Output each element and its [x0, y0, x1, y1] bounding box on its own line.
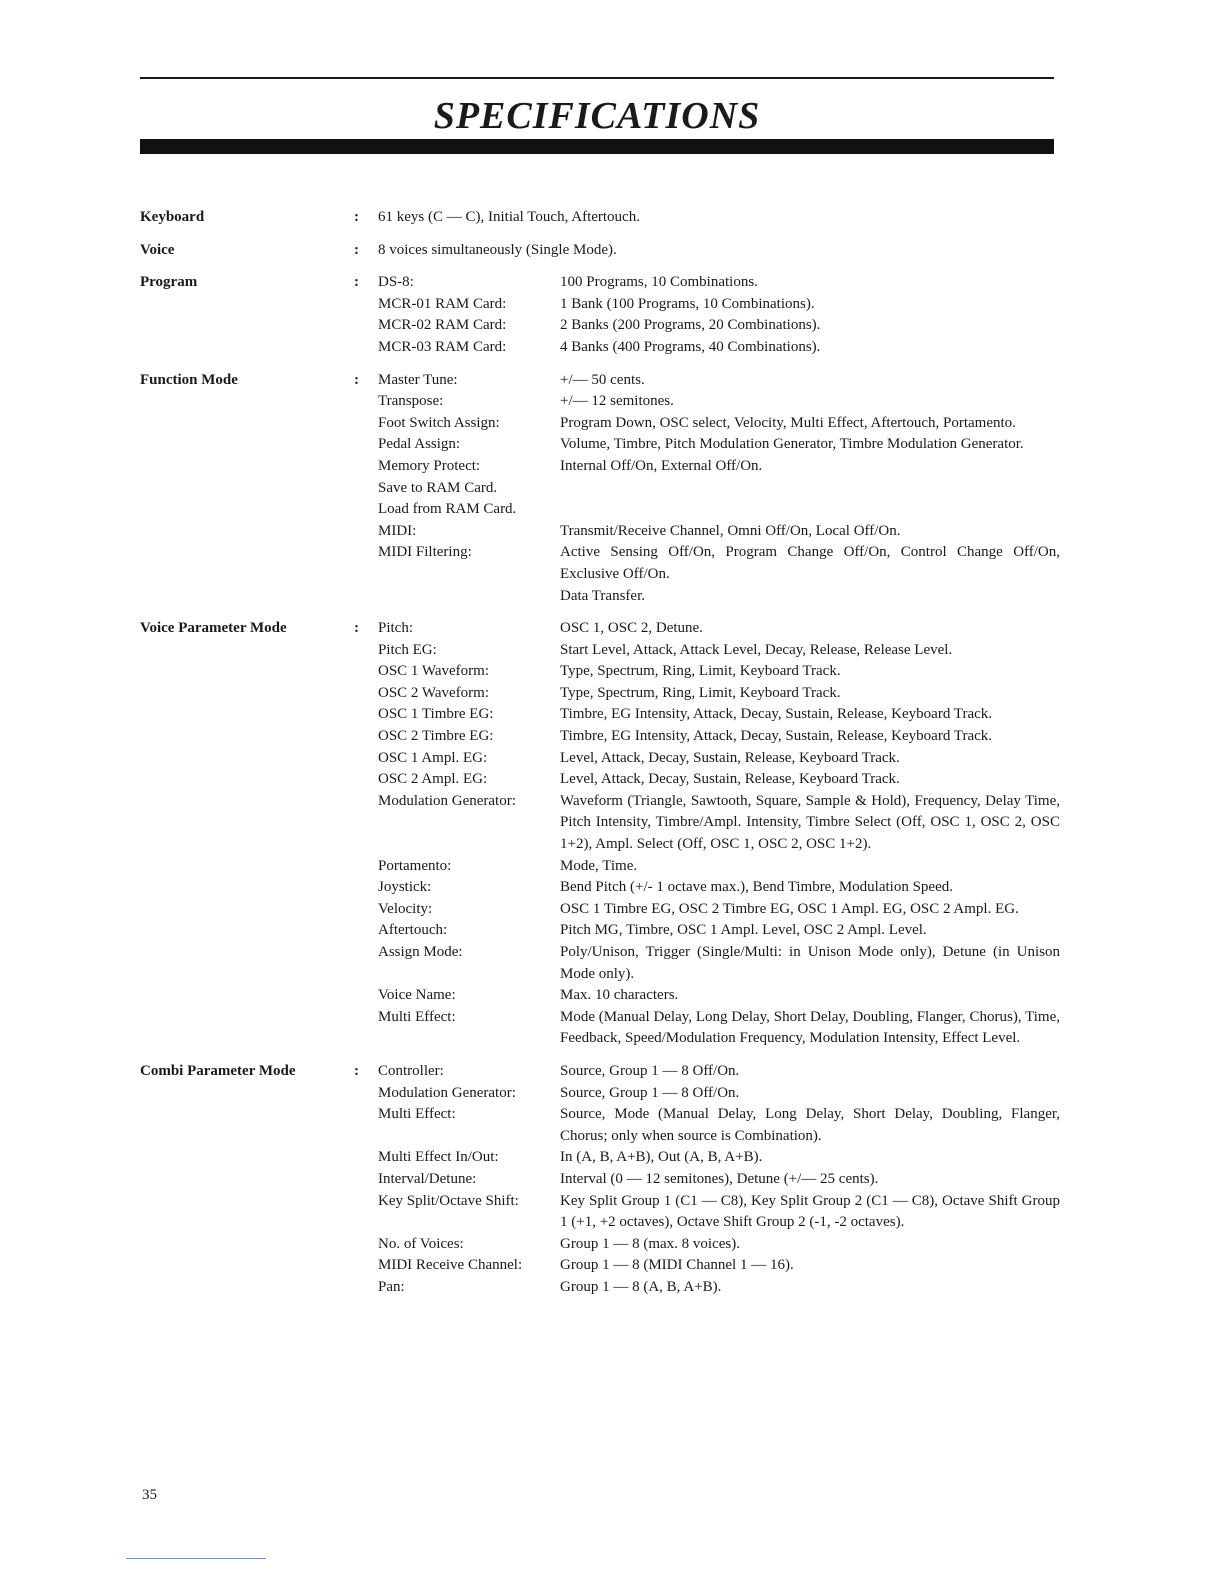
param-name: Assign Mode:: [378, 944, 463, 960]
param-value: Level, Attack, Decay, Sustain, Release, Keyboard Track.: [560, 749, 900, 766]
spec-row: [378, 1277, 1060, 1299]
spec-row: [378, 337, 1060, 359]
spec-row: [378, 920, 1060, 942]
spec-row: [378, 1104, 1060, 1147]
param-value: +/— 50 cents.: [560, 371, 645, 388]
spec-row: [378, 1169, 1060, 1191]
param-value: Bend Pitch (+/- 1 octave max.), Bend Timbre, Modulation Speed.: [560, 879, 953, 896]
param-value: OSC 1, OSC 2, Detune.: [560, 620, 703, 637]
param-value: Type, Spectrum, Ring, Limit, Keyboard Track.: [560, 663, 841, 680]
param-value: Start Level, Attack, Attack Level, Decay, Release, Release Level.: [560, 641, 953, 658]
section-colon: :: [354, 274, 359, 291]
param-name: DS-8:: [378, 274, 414, 291]
spec-row: [378, 877, 1060, 899]
spec-row: [378, 272, 1060, 294]
spec-row: [378, 542, 1060, 585]
spec-row: [378, 1083, 1060, 1105]
param-name: Pedal Assign:: [378, 436, 461, 453]
param-value: 4 Banks (400 Programs, 40 Combinations).: [560, 338, 821, 355]
section-colon: :: [354, 209, 359, 225]
param-name: Transpose:: [378, 393, 444, 410]
param-name: Pitch EG:: [378, 641, 437, 658]
section-label: Function Mode: [140, 371, 238, 388]
param-name: Key Split/Octave Shift:: [378, 1192, 519, 1209]
param-name: Memory Protect:: [378, 457, 481, 474]
param-name: Foot Switch Assign:: [378, 414, 500, 431]
spec-row: [378, 1061, 1060, 1083]
spec-row: [378, 1255, 1060, 1277]
section-body: [378, 370, 1060, 608]
param-name: Modulation Generator:: [378, 1084, 516, 1101]
param-name: OSC 2 Timbre EG:: [378, 728, 494, 745]
spec-section-voice-parameter-mode: [140, 618, 1060, 1050]
param-name: MIDI:: [378, 522, 417, 539]
spec-row: [378, 434, 1060, 456]
param-name: Pitch:: [378, 620, 414, 637]
param-value: Transmit/Receive Channel, Omni Off/On, Local Off/On.: [560, 522, 901, 539]
spec-row: [378, 640, 1060, 662]
spec-row: [378, 499, 1060, 521]
param-value: Group 1 — 8 (MIDI Channel 1 — 16).: [560, 1257, 794, 1274]
param-name: Master Tune:: [378, 371, 458, 388]
param-value: Group 1 — 8 (A, B, A+B).: [560, 1278, 722, 1295]
section-label: Voice Parameter Mode: [140, 620, 287, 637]
param-name: Velocity:: [378, 900, 433, 917]
param-value: 100 Programs, 10 Combinations.: [560, 274, 758, 291]
param-name: Interval/Detune:: [378, 1170, 477, 1187]
spec-row: [378, 726, 1060, 748]
spec-row: [378, 1147, 1060, 1169]
spec-row: [378, 856, 1060, 878]
spec-row: [378, 985, 1060, 1007]
spec-row: [378, 899, 1060, 921]
param-value: Timbre, EG Intensity, Attack, Decay, Sustain, Release, Keyboard Track.: [560, 706, 993, 723]
spec-row: [378, 1007, 1060, 1050]
spec-table: [140, 207, 1060, 1310]
param-name: OSC 1 Ampl. EG:: [378, 749, 488, 766]
spec-row: [378, 315, 1060, 337]
param-name: MCR-03 RAM Card:: [378, 338, 507, 355]
param-value: Waveform (Triangle, Sawtooth, Square, Sample & Hold), Frequency, Delay Time, Pitch Intensity, Timbre/Ampl. Intensity, Timbre Select (Off, OSC 1, OSC 2, OSC 1+2), Ampl. Select (Off, OSC 1, OSC 2, OSC 1+2).: [560, 792, 1060, 853]
spec-row: [378, 769, 1060, 791]
section-label: Combi Parameter Mode: [140, 1062, 296, 1079]
spec-row: [378, 478, 1060, 500]
param-name: MIDI Receive Channel:: [378, 1257, 523, 1274]
section-colon: :: [354, 1062, 359, 1079]
param-name: Controller:: [378, 1062, 444, 1079]
bottom-link-line: [126, 1558, 266, 1559]
param-name: Pan:: [378, 1278, 405, 1295]
spec-row: [378, 748, 1060, 770]
section-value: 8 voices simultaneously (Single Mode).: [378, 241, 617, 258]
spec-row: [378, 456, 1060, 478]
param-value: Pitch MG, Timbre, OSC 1 Ampl. Level, OSC 2 Ampl. Level.: [560, 922, 927, 939]
spec-row: [378, 586, 1060, 608]
param-value: Type, Spectrum, Ring, Limit, Keyboard Track.: [560, 684, 841, 701]
param-name: OSC 1 Waveform:: [378, 663, 490, 680]
spec-row: [378, 942, 1060, 985]
section-label: Voice: [140, 241, 175, 258]
spec-row: [378, 1234, 1060, 1256]
spec-section-combi-parameter-mode: [140, 1061, 1060, 1299]
param-value: [560, 499, 1060, 521]
param-value: Mode, Time.: [560, 857, 638, 874]
param-name: MCR-02 RAM Card:: [378, 317, 507, 334]
param-name: [378, 586, 560, 608]
spec-row: [378, 391, 1060, 413]
section-body: [378, 1061, 1060, 1299]
param-value: Internal Off/On, External Off/On.: [560, 457, 763, 474]
param-name: Save to RAM Card.: [378, 479, 498, 496]
param-name: Multi Effect In/Out:: [378, 1149, 499, 1166]
param-value: +/— 12 semitones.: [560, 393, 674, 410]
param-value: Source, Group 1 — 8 Off/On.: [560, 1062, 740, 1079]
param-name: MIDI Filtering:: [378, 544, 472, 561]
param-value: Volume, Timbre, Pitch Modulation Generator, Timbre Modulation Generator.: [560, 436, 1024, 453]
param-name: OSC 2 Ampl. EG:: [378, 771, 488, 788]
param-value: 2 Banks (200 Programs, 20 Combinations).: [560, 317, 821, 334]
param-value: Max. 10 characters.: [560, 987, 679, 1004]
page-title: SPECIFICATIONS: [433, 95, 761, 137]
section-label: Program: [140, 274, 198, 291]
spec-row: [378, 661, 1060, 683]
param-value: Timbre, EG Intensity, Attack, Decay, Sustain, Release, Keyboard Track.: [560, 728, 993, 745]
param-name: MCR-01 RAM Card:: [378, 295, 507, 312]
param-value: Level, Attack, Decay, Sustain, Release, Keyboard Track.: [560, 771, 900, 788]
param-value: Data Transfer.: [560, 587, 645, 604]
section-body: [378, 207, 1060, 229]
spec-section-function-mode: [140, 370, 1060, 608]
section-body: [378, 240, 1060, 262]
param-value: 1 Bank (100 Programs, 10 Combinations).: [560, 295, 815, 312]
section-body: [378, 618, 1060, 1050]
param-name: OSC 1 Timbre EG:: [378, 706, 494, 723]
section-label: Keyboard: [140, 209, 205, 225]
param-name: No. of Voices:: [378, 1235, 464, 1252]
param-value: Poly/Unison, Trigger (Single/Multi: in Unison Mode only), Detune (in Unison Mode only).: [560, 944, 1060, 982]
section-body: [378, 272, 1060, 358]
spec-section-program: [140, 272, 1060, 358]
param-name: Modulation Generator:: [378, 792, 516, 809]
spec-row: [378, 683, 1060, 705]
param-value: OSC 1 Timbre EG, OSC 2 Timbre EG, OSC 1 Ampl. EG, OSC 2 Ampl. EG.: [560, 900, 1019, 917]
spec-row: [378, 704, 1060, 726]
spec-row: [378, 521, 1060, 543]
param-name: Multi Effect:: [378, 1008, 456, 1025]
spec-row: [378, 791, 1060, 856]
param-value: In (A, B, A+B), Out (A, B, A+B).: [560, 1149, 763, 1166]
section-colon: :: [354, 620, 359, 637]
param-value: [560, 478, 1060, 500]
param-name: OSC 2 Waveform:: [378, 684, 490, 701]
param-value: Group 1 — 8 (max. 8 voices).: [560, 1235, 740, 1252]
spec-row: [378, 413, 1060, 435]
page-number: 35: [142, 1487, 157, 1503]
spec-section-voice: [140, 240, 1060, 262]
param-value: Mode (Manual Delay, Long Delay, Short Delay, Doubling, Flanger, Chorus), Time, Feedback, Speed/Modulation Frequency, Modulation Intensity, Effect Level.: [560, 1008, 1060, 1047]
param-name: Aftertouch:: [378, 922, 448, 939]
param-value: Interval (0 — 12 semitones), Detune (+/— 25 cents).: [560, 1170, 879, 1187]
spec-section-keyboard: [140, 207, 1060, 229]
param-value: Active Sensing Off/On, Program Change Off/On, Control Change Off/On, Exclusive Off/On.: [560, 544, 1060, 582]
param-name: Multi Effect:: [378, 1106, 456, 1123]
spec-row: [378, 294, 1060, 316]
param-value: Source, Mode (Manual Delay, Long Delay, Short Delay, Doubling, Flanger, Chorus; only when source is Combination).: [560, 1106, 1060, 1144]
param-name: Joystick:: [378, 879, 432, 896]
section-value: 61 keys (C — C), Initial Touch, Aftertouch.: [378, 209, 640, 225]
top-rule: [140, 77, 1054, 79]
title-bar: [140, 139, 1054, 154]
param-name: Load from RAM Card.: [378, 501, 517, 518]
param-value: Source, Group 1 — 8 Off/On.: [560, 1084, 740, 1101]
spec-row: [378, 1191, 1060, 1234]
param-value: Key Split Group 1 (C1 — C8), Key Split Group 2 (C1 — C8), Octave Shift Group 1 (+1, +2 octaves), Octave Shift Group 2 (-1, -2 octaves).: [560, 1192, 1060, 1231]
section-colon: :: [354, 371, 359, 388]
section-colon: :: [354, 241, 359, 258]
param-name: Portamento:: [378, 857, 452, 874]
spec-row: [378, 618, 1060, 640]
param-value: Program Down, OSC select, Velocity, Multi Effect, Aftertouch, Portamento.: [560, 414, 1016, 431]
spec-row: [378, 370, 1060, 392]
param-name: Voice Name:: [378, 987, 456, 1004]
